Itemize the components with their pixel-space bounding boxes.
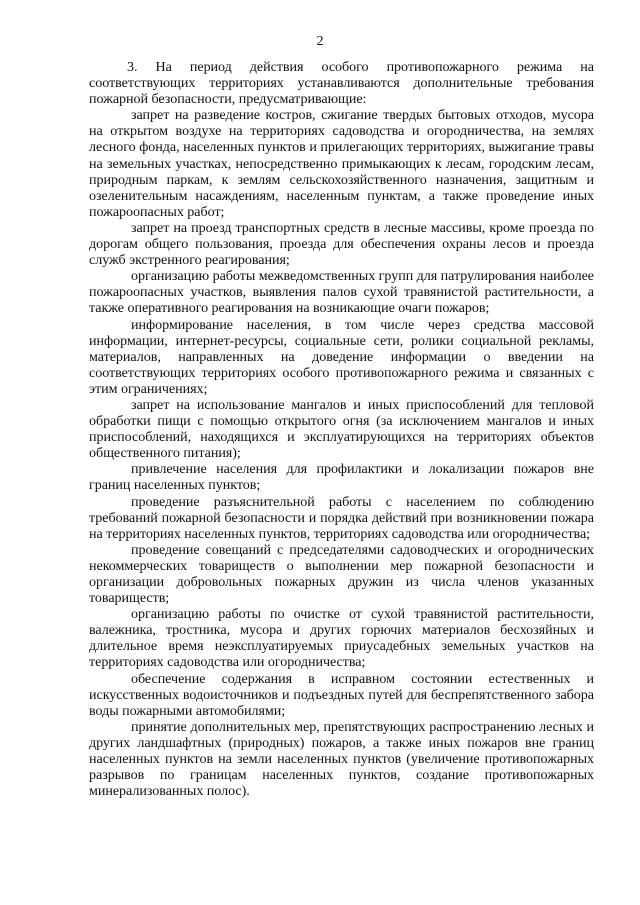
document-body	[89, 59, 594, 799]
paragraph-item: запрет на проезд транспортных средств в лесные массивы, кроме проезда по дорогам общего пользования, проезда для обеспечения охраны лесов и проезда служб экстренного реагирования;	[89, 219, 594, 269]
paragraph-item: запрет на использование мангалов и иных приспособлений для тепловой обработки пищи с помощью открытого огня (за исключением мангалов и иных приспособлений, находящихся и эксплуатирующихся на территориях объектов общественного питания);	[89, 396, 594, 462]
paragraph-item: организацию работы по очистке от сухой травянистой растительности, валежника, тростника, мусора и других горючих материалов бесхозяйных и длительное время неэксплуатируемых приусадебных земельных участков на территориях садоводства или огородничества;	[89, 606, 594, 671]
paragraph-item: проведение разъяснительной работы с населением по соблюдению требований пожарной безопасности и порядка действий при возникновении пожара на территориях населенных пунктов, территориях садоводства или огородничества;	[89, 493, 594, 542]
paragraph-item: запрет на разведение костров, сжигание твердых бытовых отходов, мусора на открытом воздухе на территориях садоводства и огородничества, на землях лесного фонда, населенных пунктов и прилегающих территориях, выжигание травы на земельных участках, непосредственно примыкающих к лесам, городским лесам, природным паркам, к землям сельскохозяйственного назначения, защитным и озеленительным насаждениям, населенным пунктам, а также проведение иных пожароопасных работ;	[89, 107, 594, 220]
paragraph-item: организацию работы межведомственных групп для патрулирования наиболее пожароопасных участков, выявления палов сухой травянистой растительности, а также оперативного реагирования на возникающие очаги пожаров;	[89, 268, 594, 317]
paragraph-item: привлечение населения для профилактики и локализации пожаров вне границ населенных пунктов;	[89, 461, 594, 494]
page-number: 2	[316, 34, 324, 49]
paragraph-item: обеспечение содержания в исправном состоянии естественных и искусственных водоисточников и подъездных путей для беспрепятственного забора воды пожарными автомобилями;	[89, 670, 594, 719]
paragraph-item: информирование населения, в том числе через средства массовой информации, интернет-ресурсы, социальные сети, ролики социальной рекламы, материалов, направленных на доведение информации о введении на соответствующих территориях особого противопожарного режима и связанных с этим ограничениях;	[89, 316, 594, 397]
paragraph-item: принятие дополнительных мер, препятствующих распространению лесных и других ландшафтных (природных) пожаров, а также иных пожаров вне границ населенных пунктов на земли населенных пунктов (увеличение противопожарных разрывов по границам населенных пунктов, создание противопожарных минерализованных полос).	[89, 718, 594, 800]
paragraph-intro: 3. На период действия особого противопожарного режима на соответствующих территориях устанавливаются дополнительные требования пожарной безопасности, предусматривающие:	[89, 59, 594, 108]
paragraph-item: проведение совещаний с председателями садоводческих и огороднических некоммерческих товариществ о выполнении мер пожарной безопасности и организации добровольных пожарных дружин из числа членов указанных товариществ;	[89, 541, 594, 607]
